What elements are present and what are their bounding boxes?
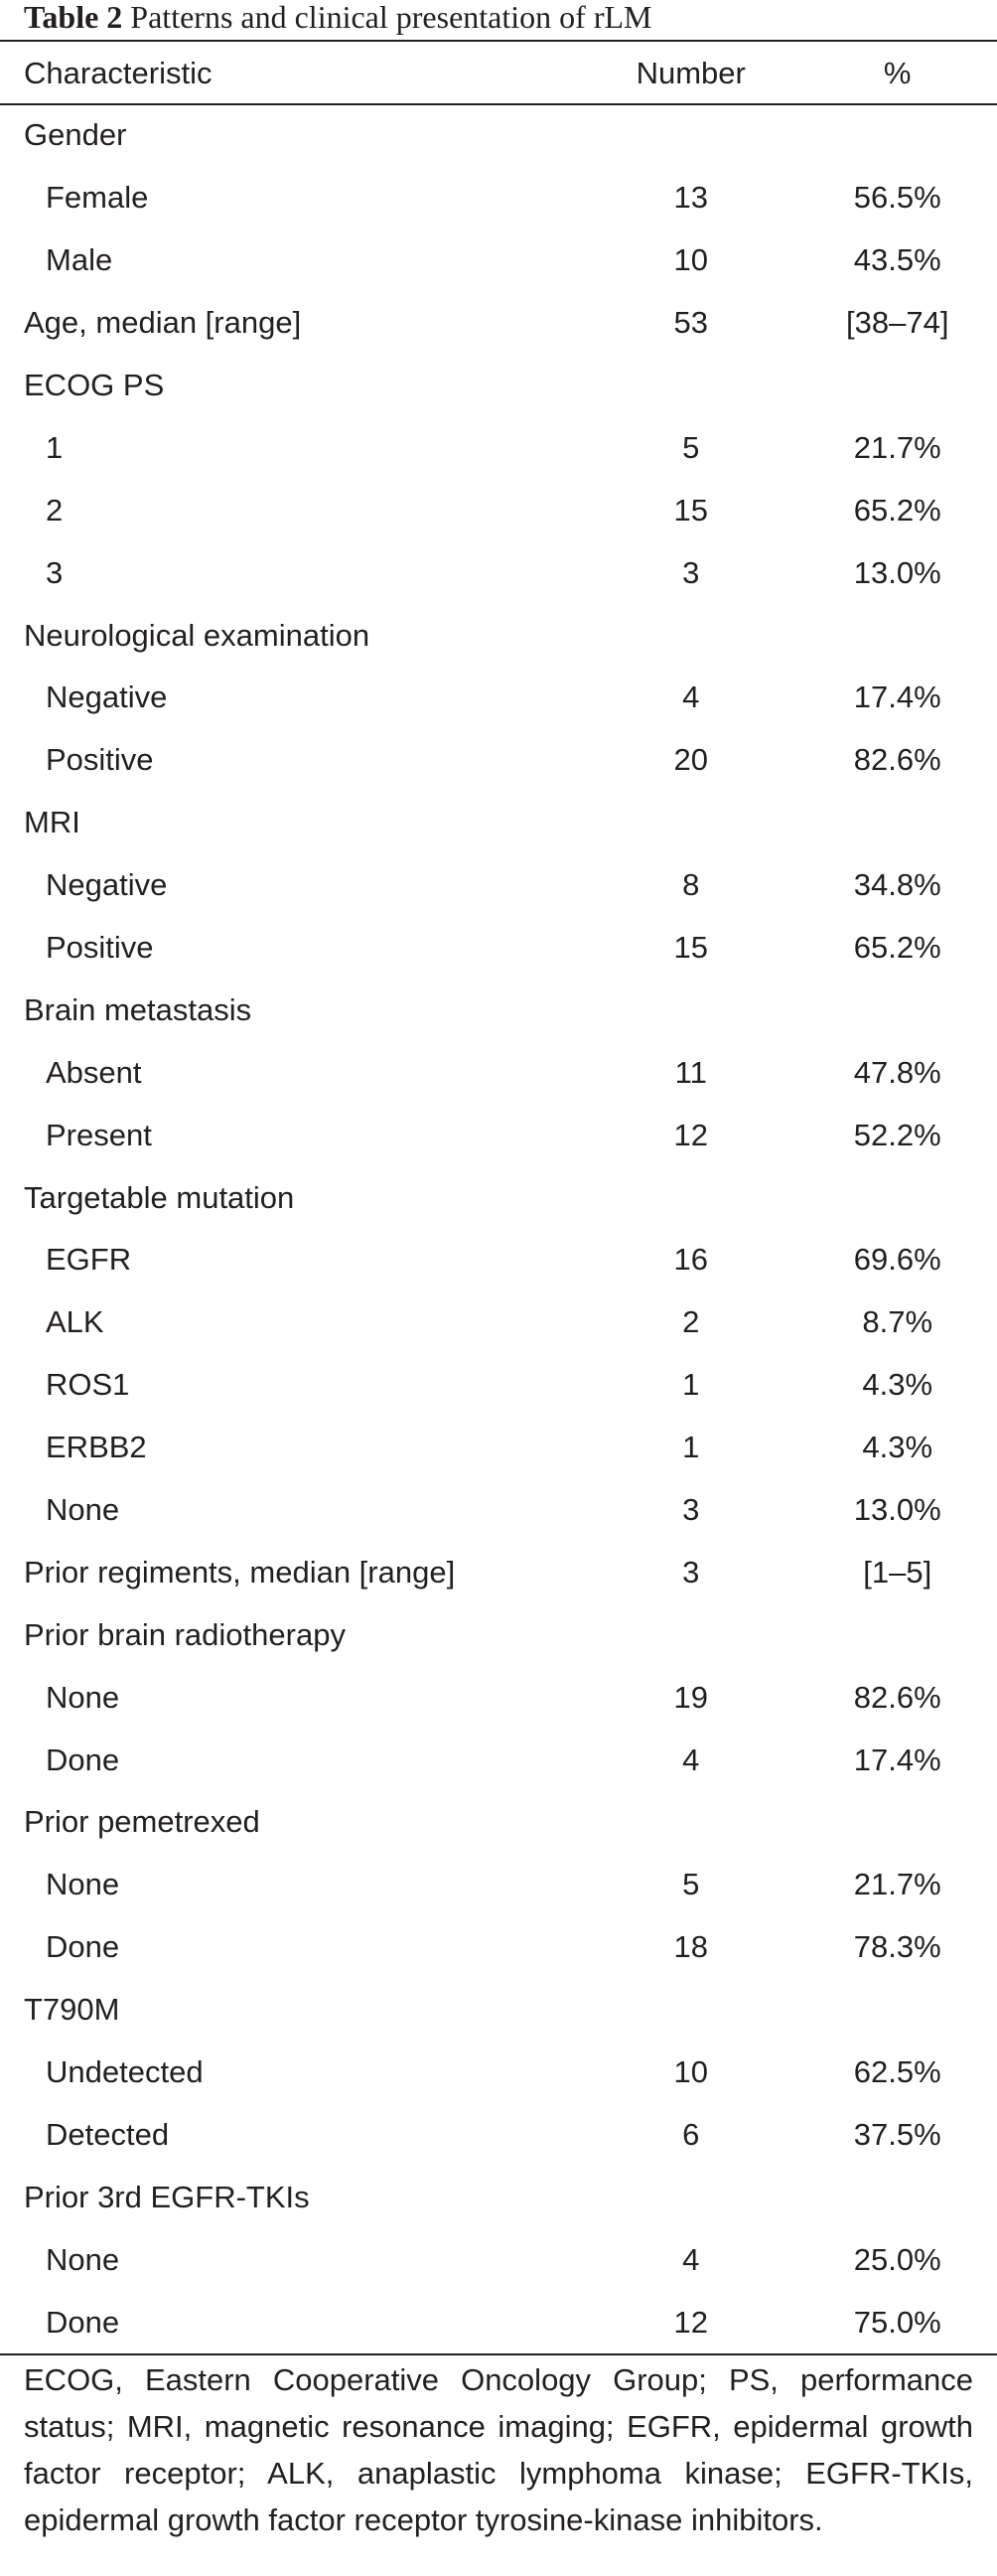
table-row: [0, 1541, 997, 1603]
table-row: [0, 1791, 997, 1854]
cell-number: 4: [682, 680, 700, 715]
cell-percent: 62.5%: [853, 2054, 941, 2090]
table-header-row: [0, 42, 997, 104]
table-row: [0, 104, 997, 167]
cell-characteristic: Done: [46, 2304, 120, 2340]
table-row: [0, 1291, 997, 1354]
cell-number: 8: [682, 867, 700, 903]
cell-number: 12: [673, 2304, 708, 2340]
cell-percent: [797, 2166, 997, 2228]
cell-number: [584, 979, 797, 1041]
cell-characteristic: ERBB2: [46, 1430, 147, 1465]
cell-percent: 78.3%: [853, 1929, 941, 1965]
table-row: [0, 667, 997, 729]
table-row: [0, 1729, 997, 1791]
table-body: [0, 104, 997, 2353]
cell-percent: 47.8%: [853, 1054, 941, 1090]
cell-number: [584, 1791, 797, 1854]
cell-characteristic: None: [46, 1492, 120, 1528]
cell-characteristic: Brain metastasis: [24, 991, 252, 1027]
cell-percent: 75.0%: [853, 2304, 941, 2340]
cell-percent: 21.7%: [853, 429, 941, 465]
cell-characteristic: T790M: [24, 1992, 120, 2028]
cell-characteristic: Positive: [46, 742, 154, 778]
cell-characteristic: None: [46, 1679, 120, 1715]
table-row: [0, 1603, 997, 1666]
cell-characteristic: Male: [46, 242, 113, 278]
cell-characteristic: Targetable mutation: [24, 1179, 295, 1215]
cell-percent: 4.3%: [862, 1430, 933, 1465]
table-row: [0, 229, 997, 292]
table-row: [0, 917, 997, 980]
table-row: [0, 1041, 997, 1104]
cell-number: 3: [682, 1554, 700, 1590]
cell-characteristic: Present: [46, 1117, 152, 1152]
cell-number: [584, 792, 797, 854]
table-row: [0, 541, 997, 604]
cell-number: 3: [682, 554, 700, 590]
cell-percent: 13.0%: [853, 554, 941, 590]
cell-number: 4: [682, 1742, 700, 1777]
cell-number: 18: [673, 1929, 708, 1965]
cell-percent: 56.5%: [853, 180, 941, 216]
table-row: [0, 1104, 997, 1166]
cell-percent: 65.2%: [853, 930, 941, 966]
cell-percent: [797, 1603, 997, 1666]
cell-characteristic: Age, median [range]: [24, 305, 302, 341]
cell-percent: [797, 1791, 997, 1854]
cell-percent: 17.4%: [853, 1742, 941, 1777]
cell-percent: 4.3%: [862, 1367, 933, 1403]
table-row: [0, 604, 997, 667]
cell-characteristic: 3: [46, 554, 64, 590]
characteristics-table: [0, 42, 997, 2353]
cell-percent: 13.0%: [853, 1492, 941, 1528]
cell-number: 15: [673, 492, 708, 528]
cell-characteristic: Positive: [46, 930, 154, 966]
cell-characteristic: Undetected: [46, 2054, 204, 2090]
cell-percent: 8.7%: [862, 1304, 933, 1340]
cell-percent: [797, 1979, 997, 2042]
cell-characteristic: Prior brain radiotherapy: [24, 1616, 346, 1652]
cell-number: 11: [674, 1054, 707, 1090]
table-row: [0, 2166, 997, 2228]
table-footnote: ECOG, Eastern Cooperative Oncology Group; PS, performance status; MRI, magnetic resonance imaging; EGFR, epidermal growth factor receptor; ALK, anaplastic lymphoma kinase; EGFR-TKIs, epidermal growth factor receptor tyrosine-kinase inhibitors.: [24, 2362, 973, 2537]
cell-number: [584, 2166, 797, 2228]
cell-percent: [797, 1166, 997, 1229]
cell-number: [584, 1603, 797, 1666]
cell-percent: [797, 792, 997, 854]
table-row: [0, 979, 997, 1041]
column-header-percent: %: [883, 55, 912, 90]
table-row: [0, 1166, 997, 1229]
table-row: [0, 2104, 997, 2167]
cell-characteristic: ALK: [46, 1304, 104, 1340]
cell-percent: 17.4%: [853, 680, 941, 715]
cell-number: 4: [682, 2241, 700, 2277]
cell-percent: [797, 104, 997, 167]
cell-characteristic: EGFR: [46, 1242, 132, 1278]
table-caption-label: Table 2: [24, 0, 123, 35]
cell-percent: [1–5]: [863, 1554, 932, 1590]
table-row: [0, 1417, 997, 1479]
cell-characteristic: Done: [46, 1929, 120, 1965]
cell-characteristic: MRI: [24, 805, 80, 840]
cell-number: [584, 1979, 797, 2042]
cell-number: 1: [682, 1430, 700, 1465]
cell-characteristic: Prior pemetrexed: [24, 1804, 260, 1840]
cell-number: [584, 355, 797, 417]
cell-characteristic: Negative: [46, 680, 168, 715]
cell-number: 5: [682, 1867, 700, 1902]
cell-number: 10: [673, 242, 708, 278]
cell-characteristic: Prior regiments, median [range]: [24, 1554, 456, 1590]
cell-characteristic: Gender: [24, 117, 127, 153]
cell-number: 12: [673, 1117, 708, 1152]
table-row: [0, 854, 997, 917]
table-row: [0, 1229, 997, 1291]
cell-characteristic: Detected: [46, 2116, 170, 2152]
cell-percent: 69.6%: [853, 1242, 941, 1278]
table-row: [0, 167, 997, 229]
table-caption-title: Patterns and clinical presentation of rLM: [130, 0, 652, 35]
cell-percent: 43.5%: [853, 242, 941, 278]
cell-percent: 82.6%: [853, 1679, 941, 1715]
cell-characteristic: 2: [46, 492, 64, 528]
cell-number: 16: [673, 1242, 708, 1278]
cell-characteristic: Neurological examination: [24, 617, 370, 653]
cell-number: 3: [682, 1492, 700, 1528]
cell-characteristic: Female: [46, 180, 149, 216]
cell-characteristic: ECOG PS: [24, 368, 165, 402]
table-row: [0, 729, 997, 792]
table-row: [0, 2228, 997, 2291]
cell-number: 15: [673, 930, 708, 966]
cell-characteristic: Negative: [46, 867, 168, 903]
table-caption: [24, 0, 651, 36]
cell-percent: 37.5%: [853, 2116, 941, 2152]
table-row: [0, 1354, 997, 1417]
cell-number: 19: [673, 1679, 708, 1715]
cell-characteristic: None: [46, 2241, 120, 2277]
table-row: [0, 292, 997, 355]
table-row: [0, 2291, 997, 2353]
cell-percent: [797, 355, 997, 417]
cell-number: [584, 104, 797, 167]
table-row: [0, 1854, 997, 1916]
table-row: [0, 1666, 997, 1729]
cell-number: [584, 1166, 797, 1229]
cell-number: 13: [673, 180, 708, 216]
cell-number: 10: [673, 2054, 708, 2090]
cell-number: 6: [682, 2116, 700, 2152]
cell-percent: [797, 979, 997, 1041]
cell-percent: 52.2%: [853, 1117, 941, 1152]
table-row: [0, 479, 997, 541]
table-row: [0, 355, 997, 417]
table-row: [0, 2042, 997, 2104]
table-bottom-rule: [0, 2353, 997, 2355]
cell-percent: [38–74]: [846, 305, 949, 341]
cell-number: 53: [673, 305, 708, 341]
cell-characteristic: Absent: [46, 1054, 142, 1090]
cell-characteristic: None: [46, 1867, 120, 1902]
cell-percent: 82.6%: [853, 742, 941, 778]
cell-number: 1: [682, 1367, 700, 1403]
cell-number: 5: [682, 429, 700, 465]
cell-number: [584, 604, 797, 667]
cell-percent: 25.0%: [853, 2241, 941, 2277]
column-header-characteristic: Characteristic: [24, 55, 213, 90]
table-row: [0, 792, 997, 854]
cell-number: 20: [673, 742, 708, 778]
cell-characteristic: Prior 3rd EGFR-TKIs: [24, 2179, 310, 2214]
cell-percent: 65.2%: [853, 492, 941, 528]
cell-number: 2: [682, 1304, 700, 1340]
table-row: [0, 416, 997, 479]
table-row: [0, 1479, 997, 1542]
table-row: [0, 1916, 997, 1979]
cell-percent: 34.8%: [853, 867, 941, 903]
table-row: [0, 1979, 997, 2042]
column-header-number: Number: [636, 55, 746, 90]
cell-characteristic: Done: [46, 1742, 120, 1777]
cell-characteristic: 1: [46, 429, 64, 465]
cell-percent: [797, 604, 997, 667]
cell-percent: 21.7%: [853, 1867, 941, 1902]
cell-characteristic: ROS1: [46, 1367, 130, 1403]
